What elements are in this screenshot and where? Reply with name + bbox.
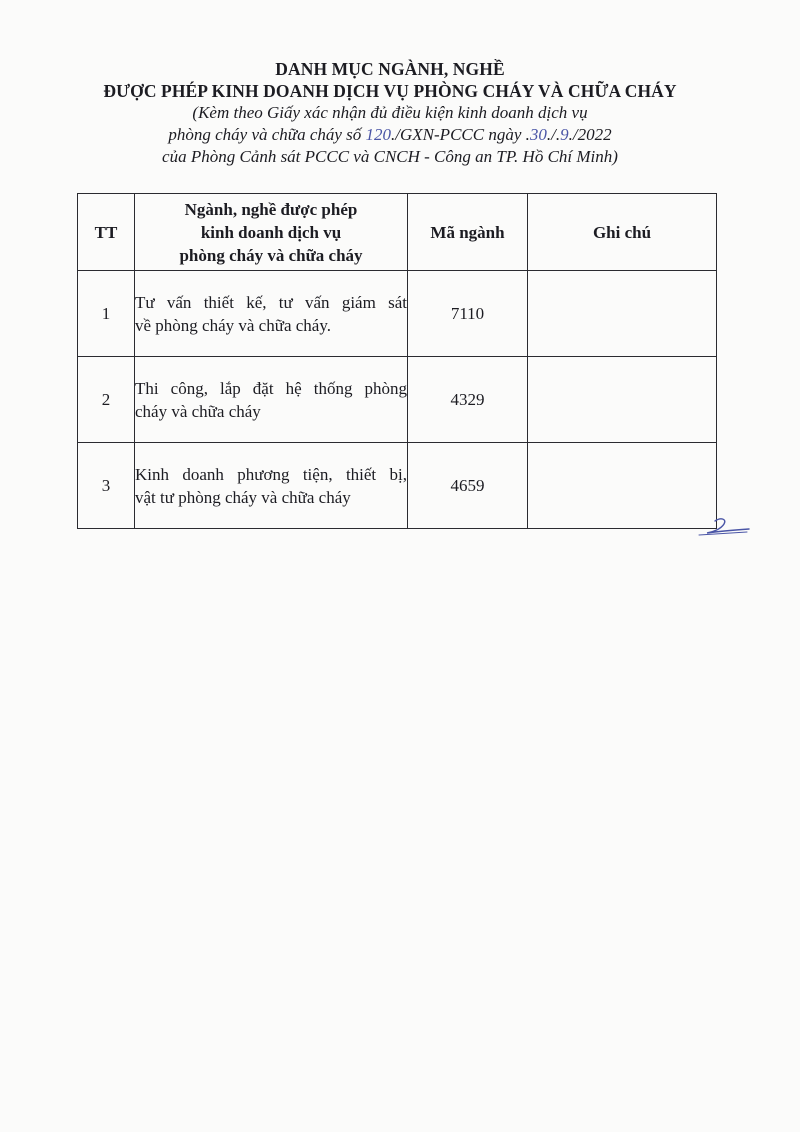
row-note: [528, 271, 717, 357]
row-number: 2: [78, 357, 135, 443]
row-code: 4659: [408, 443, 528, 529]
row-description-line: vật tư phòng cháy và chữa cháy: [135, 487, 351, 507]
table-row: [78, 443, 717, 529]
document-title-line-2: ĐƯỢC PHÉP KINH DOANH DỊCH VỤ PHÒNG CHÁY VÀ CHỮA CHÁY: [103, 81, 677, 101]
subtitle-prefix: phòng cháy và chữa cháy số: [168, 125, 366, 144]
subtitle-middle: /GXN-PCCC ngày: [395, 125, 526, 144]
row-note: [528, 357, 717, 443]
document-subtitle-line-3: của Phòng Cảnh sát PCCC và CNCH - Công an TP. Hồ Chí Minh): [162, 147, 618, 166]
row-description: [135, 357, 408, 443]
document-subtitle-line-1: (Kèm theo Giấy xác nhận đủ điều kiện kinh doanh dịch vụ: [192, 103, 588, 122]
document-title-line-1: DANH MỤC NGÀNH, NGHỀ: [275, 59, 505, 79]
document-header: [0, 58, 780, 168]
row-code: 4329: [408, 357, 528, 443]
document-subtitle-line-2: phòng cháy và chữa cháy số 120./GXN-PCCC ngày .30./.9./2022: [168, 125, 612, 144]
row-description-line: Kinh doanh phương tiện, thiết bị,: [135, 464, 407, 484]
header-sector-line: Ngành, nghề được phép: [184, 199, 358, 219]
row-code: 7110: [408, 271, 528, 357]
business-sector-table: [77, 193, 717, 529]
header-sector: [135, 194, 408, 271]
certificate-number: 120: [365, 125, 392, 144]
table-row: [78, 271, 717, 357]
row-description: [135, 271, 408, 357]
row-description: [135, 443, 408, 529]
header-sector-line: kinh doanh dịch vụ: [200, 222, 342, 242]
row-description-line: cháy và chữa cháy: [135, 401, 261, 421]
initials-signature: [697, 515, 753, 537]
row-description-line: về phòng cháy và chữa cháy.: [135, 315, 331, 335]
header-tt: TT: [78, 194, 135, 271]
table-header-row: [78, 194, 717, 271]
row-description-line: Tư vấn thiết kế, tư vấn giám sát: [135, 292, 407, 312]
header-code: Mã ngành: [408, 194, 528, 271]
issue-day: 30: [529, 125, 547, 144]
row-number: 3: [78, 443, 135, 529]
header-sector-line: phòng cháy và chữa cháy: [179, 245, 363, 265]
row-description-line: Thi công, lắp đặt hệ thống phòng: [135, 378, 407, 398]
row-number: 1: [78, 271, 135, 357]
issue-month: 9: [560, 125, 569, 144]
row-note: [528, 443, 717, 529]
table-row: [78, 357, 717, 443]
header-note: Ghi chú: [528, 194, 717, 271]
issue-year: 2022: [577, 125, 612, 144]
